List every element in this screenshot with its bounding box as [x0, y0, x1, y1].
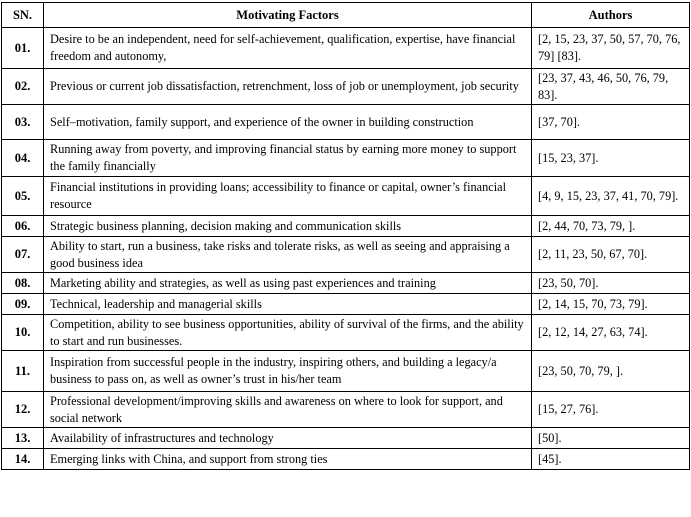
row-factor: Availability of infrastructures and technology	[44, 428, 532, 449]
row-factor: Running away from poverty, and improving financial status by earning more money to support the family financially	[44, 140, 532, 177]
row-sn: 12.	[2, 392, 44, 428]
header-row	[2, 3, 690, 28]
row-sn: 02.	[2, 69, 44, 105]
sn-column-header: SN.	[2, 3, 44, 28]
factors-column-header: Motivating Factors	[44, 3, 532, 28]
table-row	[2, 237, 690, 273]
row-sn: 11.	[2, 351, 44, 392]
table-row	[2, 216, 690, 237]
motivating-factors-table	[1, 2, 690, 470]
row-factor: Ability to start, run a business, take risks and tolerate risks, as well as seeing and appraising a good business idea	[44, 237, 532, 273]
row-authors: [50].	[532, 428, 690, 449]
table-row	[2, 28, 690, 69]
row-factor: Emerging links with China, and support from strong ties	[44, 449, 532, 470]
table-row	[2, 273, 690, 294]
row-authors: [2, 44, 70, 73, 79, ].	[532, 216, 690, 237]
row-factor: Professional development/improving skills and awareness on where to look for support, and social network	[44, 392, 532, 428]
table-row	[2, 294, 690, 315]
table-row	[2, 351, 690, 392]
row-authors: [23, 50, 70].	[532, 273, 690, 294]
row-sn: 04.	[2, 140, 44, 177]
row-sn: 03.	[2, 105, 44, 140]
row-sn: 10.	[2, 315, 44, 351]
row-factor: Technical, leadership and managerial skills	[44, 294, 532, 315]
row-sn: 01.	[2, 28, 44, 69]
row-sn: 05.	[2, 177, 44, 216]
row-sn: 07.	[2, 237, 44, 273]
table-row	[2, 315, 690, 351]
row-factor: Self–motivation, family support, and experience of the owner in building construction	[44, 105, 532, 140]
row-sn: 08.	[2, 273, 44, 294]
table-row	[2, 392, 690, 428]
row-factor: Desire to be an independent, need for self-achievement, qualification, expertise, have financial freedom and autonomy,	[44, 28, 532, 69]
row-authors: [2, 15, 23, 37, 50, 57, 70, 76, 79] [83].	[532, 28, 690, 69]
table-row	[2, 428, 690, 449]
row-authors: [15, 23, 37].	[532, 140, 690, 177]
row-authors: [2, 11, 23, 50, 67, 70].	[532, 237, 690, 273]
row-factor: Inspiration from successful people in the industry, inspiring others, and building a legacy/a business to pass on, as well as owner’s trust in his/her team	[44, 351, 532, 392]
row-authors: [4, 9, 15, 23, 37, 41, 70, 79].	[532, 177, 690, 216]
row-authors: [2, 14, 15, 70, 73, 79].	[532, 294, 690, 315]
table-row	[2, 69, 690, 105]
row-factor: Marketing ability and strategies, as well as using past experiences and training	[44, 273, 532, 294]
row-sn: 13.	[2, 428, 44, 449]
row-authors: [37, 70].	[532, 105, 690, 140]
row-factor: Financial institutions in providing loans; accessibility to finance or capital, owner’s financial resource	[44, 177, 532, 216]
row-sn: 14.	[2, 449, 44, 470]
row-factor: Strategic business planning, decision making and communication skills	[44, 216, 532, 237]
row-factor: Previous or current job dissatisfaction, retrenchment, loss of job or unemployment, job security	[44, 69, 532, 105]
row-authors: [23, 50, 70, 79, ].	[532, 351, 690, 392]
row-authors: [2, 12, 14, 27, 63, 74].	[532, 315, 690, 351]
row-authors: [23, 37, 43, 46, 50, 76, 79, 83].	[532, 69, 690, 105]
row-sn: 09.	[2, 294, 44, 315]
row-authors: [15, 27, 76].	[532, 392, 690, 428]
table-row	[2, 140, 690, 177]
row-factor: Competition, ability to see business opportunities, ability of survival of the firms, and the ability to start and run businesses.	[44, 315, 532, 351]
row-authors: [45].	[532, 449, 690, 470]
table-row	[2, 449, 690, 470]
table-row	[2, 105, 690, 140]
authors-column-header: Authors	[532, 3, 690, 28]
row-sn: 06.	[2, 216, 44, 237]
table-row	[2, 177, 690, 216]
